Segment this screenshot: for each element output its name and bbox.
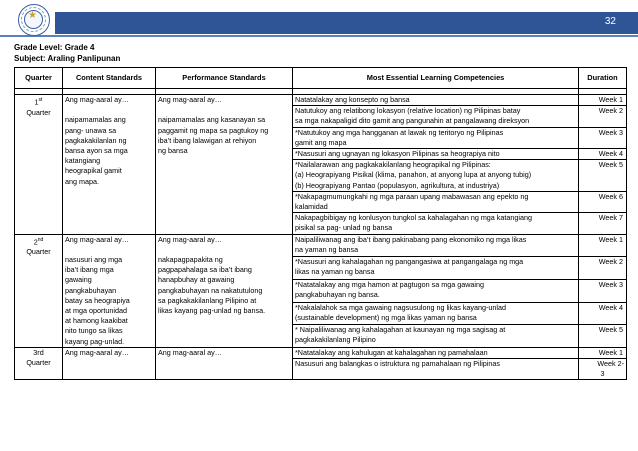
competency-line: likas na yaman ng bansa bbox=[295, 267, 375, 277]
duration-line: Week 2- bbox=[597, 359, 624, 369]
content-line: gawaing bbox=[65, 275, 92, 285]
col-performance: Performance Standards bbox=[156, 68, 293, 89]
performance-line: pangkabuhayan na nakatutulong bbox=[158, 285, 263, 295]
duration-cell: Week 3 bbox=[579, 279, 627, 302]
competency-line: Natatalakay ang konsepto ng bansa bbox=[295, 95, 410, 104]
competency-cell bbox=[293, 149, 579, 160]
competency-cell bbox=[293, 234, 579, 257]
competency-line: (b) Heograpiyang Pantao (populasyon, agrikultura, at industriya) bbox=[295, 180, 500, 190]
quarter-number: 2 bbox=[33, 237, 38, 247]
performance-standard-cell bbox=[156, 347, 293, 380]
col-quarter: Quarter bbox=[15, 68, 63, 89]
content-intro: Ang mag-aaral ay… bbox=[65, 347, 129, 357]
competency-line: Natutukoy ang relatibong lokasyon (relative location) ng Pilipinas batay bbox=[295, 106, 521, 116]
competency-line: na yaman ng bansa bbox=[295, 244, 359, 254]
competency-cell bbox=[293, 213, 579, 234]
competency-line: Naipaliliwanag ang iba’t ibang pakinabang pang ekonomiko ng mga likas bbox=[295, 234, 527, 244]
competency-line: *Nakalalahok sa mga gawaing nagsusulong ng likas kayang-unlad bbox=[295, 302, 506, 312]
competency-line: (a) Heograpiyang Pisikal (klima, panahon, at anyong lupa at anyong tubig) bbox=[295, 170, 532, 180]
quarter-number: 3rd bbox=[33, 347, 44, 357]
competency-cell bbox=[293, 160, 579, 192]
quarter-word: Quarter bbox=[26, 107, 51, 117]
competency-cell bbox=[293, 302, 579, 325]
competency-line: Nakapagbibigay ng konlusyon tungkol sa kahalagahan ng mga katangiang bbox=[295, 213, 532, 223]
col-melc: Most Essential Learning Competencies bbox=[293, 68, 579, 89]
duration-cell: Week 3 bbox=[579, 127, 627, 148]
quarter-label bbox=[17, 235, 60, 248]
spacer bbox=[158, 105, 290, 115]
competency-cell bbox=[293, 257, 579, 280]
duration-cell: Week 6 bbox=[579, 191, 627, 212]
duration-cell: Week 1 bbox=[579, 234, 627, 257]
content-line: pang- unawa sa bbox=[65, 125, 117, 135]
spacer bbox=[158, 245, 290, 255]
competency-line: *Natatalakay ang kahulugan at kahalagahan ng pamahalaan bbox=[295, 347, 488, 357]
content-line: naipamamalas ang bbox=[65, 115, 126, 125]
duration-cell: Week 1 bbox=[579, 95, 627, 106]
quarter-suffix: nd bbox=[37, 236, 44, 243]
performance-standard-cell bbox=[156, 234, 293, 347]
content-line: pagkakakilanlan ng bbox=[65, 135, 127, 145]
competency-cell bbox=[293, 191, 579, 212]
spacer bbox=[65, 245, 153, 255]
content-line: nasusuri ang mga bbox=[65, 255, 123, 265]
quarter-label bbox=[17, 348, 60, 358]
duration-cell: Week 5 bbox=[579, 160, 627, 192]
content-line: iba’t ibang mga bbox=[65, 265, 114, 275]
content-line: nito tungo sa likas bbox=[65, 326, 123, 336]
competency-cell bbox=[293, 106, 579, 127]
duration-cell: Week 2 bbox=[579, 257, 627, 280]
performance-line: paggamit ng mapa sa pagtukoy ng bbox=[158, 125, 269, 135]
competency-line: pisikal sa pag- unlad ng bansa bbox=[295, 223, 393, 233]
competency-cell bbox=[293, 347, 579, 358]
performance-line: nakapagpapakita ng bbox=[158, 255, 223, 265]
competency-cell bbox=[293, 359, 579, 380]
competency-line: *Nasusuri ang ugnayan ng lokasyon Pilipinas sa heograpiya nito bbox=[295, 149, 500, 159]
page-number: 32 bbox=[604, 16, 616, 27]
competency-line: *Nakapagmumungkahi ng mga paraan upang mabawasan ang epekto ng bbox=[295, 191, 529, 201]
duration-cell: Week 5 bbox=[579, 325, 627, 348]
content-line: at mga oportunidad bbox=[65, 306, 127, 316]
duration-cell: Week 1 bbox=[579, 347, 627, 358]
competency-line: pangkabuhayan ng bansa. bbox=[295, 290, 380, 300]
table-header-row bbox=[15, 68, 627, 89]
duration-cell bbox=[579, 359, 627, 380]
duration-cell: Week 4 bbox=[579, 149, 627, 160]
content-line: kayang pag-unlad. bbox=[65, 336, 125, 346]
competency-line: *Nasusuri ang kahalagahan ng pangangasiwa at pangangalaga ng mga bbox=[295, 257, 524, 267]
content-line: pangkabuhayan bbox=[65, 285, 117, 295]
competency-line: Nasusuri ang balangkas o istruktura ng pamahalaan ng Pilipinas bbox=[295, 359, 500, 369]
competency-line: kalamidad bbox=[295, 202, 328, 212]
deped-seal-icon: ★ bbox=[18, 4, 50, 36]
quarter-word: Quarter bbox=[26, 358, 51, 368]
duration-cell: Week 7 bbox=[579, 213, 627, 234]
competency-line: *Nailalarawan ang pagkakakilanlang heograpikal ng Pilipinas: bbox=[295, 160, 491, 170]
competency-line: *Natutukoy ang mga hangganan at lawak ng teritoryo ng Pilipinas bbox=[295, 127, 504, 137]
performance-standard-cell bbox=[156, 95, 293, 235]
header-bar bbox=[55, 12, 638, 34]
content-line: batay sa heograpiya bbox=[65, 295, 130, 305]
spacer bbox=[65, 105, 153, 115]
competency-line: gamit ang mapa bbox=[295, 137, 347, 147]
competency-line: pagkakakilanlang Pilipino bbox=[295, 335, 376, 345]
col-content: Content Standards bbox=[63, 68, 156, 89]
performance-line: sa pagkakakilanlang Pilipino at bbox=[158, 295, 257, 305]
header-rule bbox=[0, 35, 638, 37]
content-intro: Ang mag-aaral ay… bbox=[65, 95, 129, 104]
performance-line: likas kayang pag-unlad ng bansa. bbox=[158, 306, 266, 316]
performance-intro: Ang mag-aaral ay… bbox=[158, 234, 222, 244]
performance-line: naipamamalas ang kasanayan sa bbox=[158, 115, 266, 125]
performance-line: ng bansa bbox=[158, 146, 188, 155]
duration-line: 3 bbox=[600, 369, 605, 379]
competency-cell bbox=[293, 279, 579, 302]
performance-line: iba’t ibang lalawigan at rehiyon bbox=[158, 135, 257, 145]
table-row bbox=[15, 95, 627, 106]
duration-cell: Week 2 bbox=[579, 106, 627, 127]
competency-line: *Natatalakay ang mga hamon at pagtugon sa mga gawaing bbox=[295, 279, 484, 289]
content-standard-cell bbox=[63, 347, 156, 380]
grade-level: Grade Level: Grade 4 bbox=[14, 43, 95, 52]
competency-line: sa mga nakapaligid dito gamit ang pangunahin at pangalawang direksyon bbox=[295, 116, 530, 126]
performance-line: pagpapahalaga sa iba’t ibang bbox=[158, 265, 252, 275]
quarter-label bbox=[17, 95, 60, 108]
competency-line: (sustainable development) ng mga likas yaman ng bansa bbox=[295, 312, 477, 322]
content-intro: Ang mag-aaral ay… bbox=[65, 234, 129, 244]
competency-cell bbox=[293, 95, 579, 106]
competency-line: * Naipaliliwanag ang kahalagahan at kaunayan ng mga sagisag at bbox=[295, 325, 506, 335]
competency-cell bbox=[293, 127, 579, 148]
content-line: ang mapa. bbox=[65, 176, 99, 186]
curriculum-table bbox=[14, 67, 627, 380]
quarter-suffix: st bbox=[38, 97, 43, 103]
performance-intro: Ang mag-aaral ay… bbox=[158, 347, 222, 357]
quarter-number: 1 bbox=[34, 97, 39, 107]
content-line: at hamong kaakibat bbox=[65, 316, 128, 326]
performance-line: hanapbuhay at gawaing bbox=[158, 275, 235, 285]
content-line: katangiang bbox=[65, 156, 101, 166]
col-duration: Duration bbox=[579, 68, 627, 89]
competency-cell bbox=[293, 325, 579, 348]
content-standard-cell bbox=[63, 95, 156, 235]
quarter-cell bbox=[15, 234, 63, 347]
performance-intro: Ang mag-aaral ay… bbox=[158, 95, 222, 104]
header-band bbox=[0, 0, 638, 40]
table-row bbox=[15, 347, 627, 358]
content-line: bansa ayon sa mga bbox=[65, 146, 128, 155]
content-standard-cell bbox=[63, 234, 156, 347]
content-line: heograpikal gamit bbox=[65, 166, 122, 176]
quarter-cell bbox=[15, 95, 63, 235]
duration-cell: Week 4 bbox=[579, 302, 627, 325]
table-row bbox=[15, 234, 627, 257]
quarter-cell bbox=[15, 347, 63, 380]
subject: Subject: Araling Panlipunan bbox=[14, 54, 121, 63]
quarter-word: Quarter bbox=[26, 247, 51, 257]
